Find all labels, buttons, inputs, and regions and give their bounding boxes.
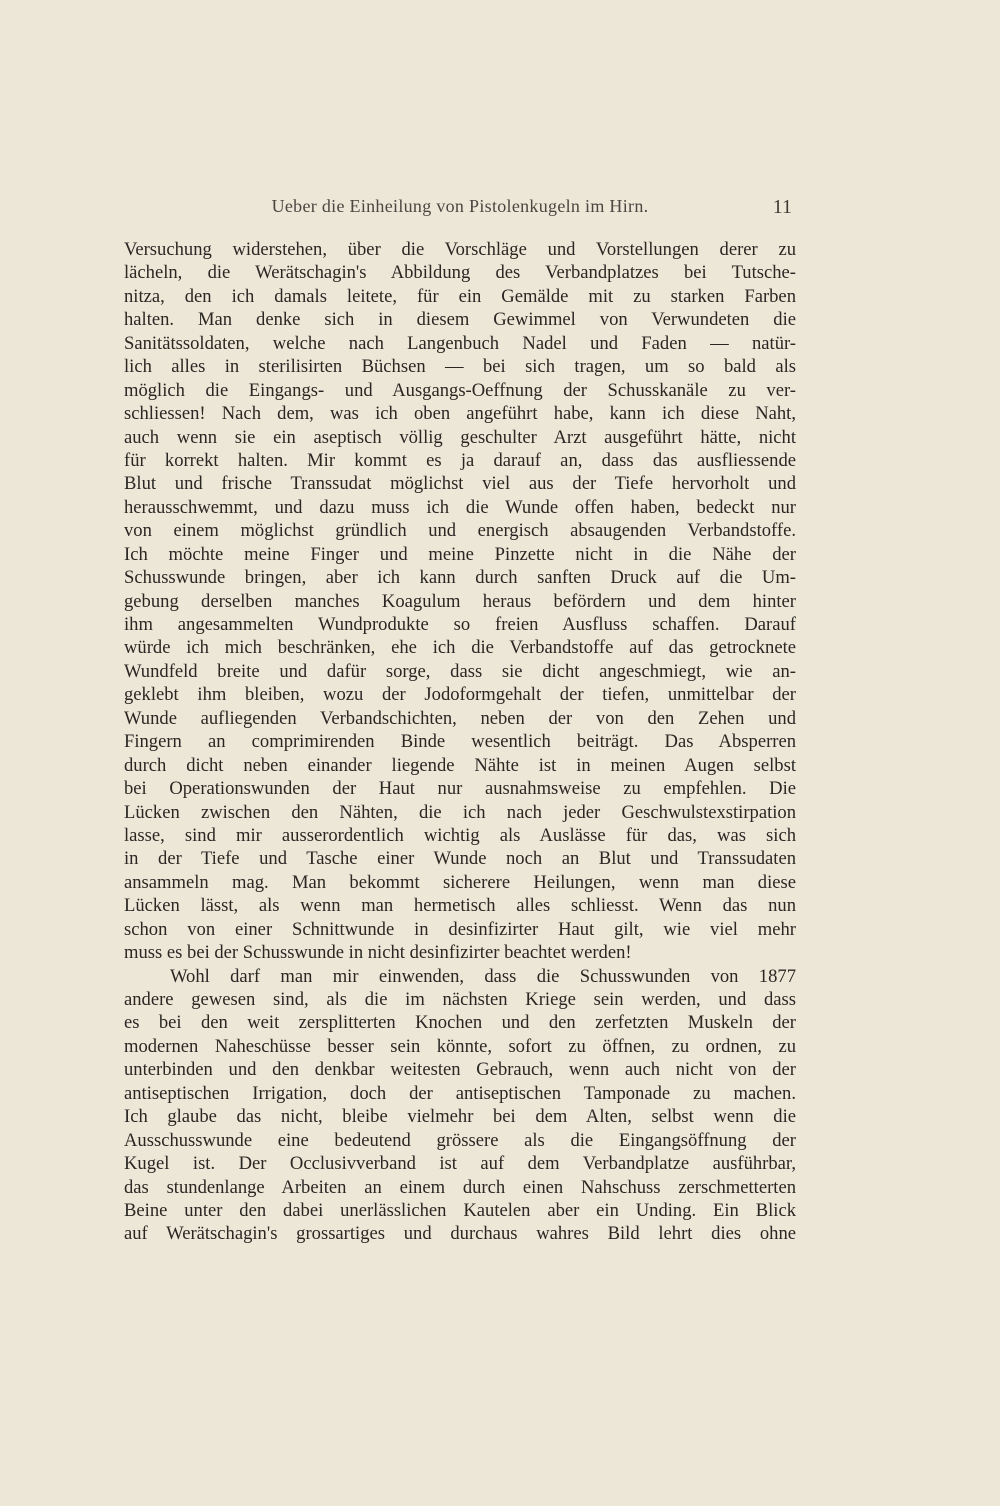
text-line: Sanitätssoldaten, welche nach Langenbuch Nadel und Faden — natür- bbox=[124, 332, 796, 354]
text-line: geklebt ihm bleiben, wozu der Jodoformgehalt der tiefen, unmittelbar der bbox=[124, 684, 796, 706]
text-line: Beine unter den dabei unerlässlichen Kautelen aber ein Unding. Ein Blick bbox=[124, 1199, 796, 1221]
text-line: Kugel ist. Der Occlusivverband ist auf dem Verbandplatze ausführbar, bbox=[124, 1153, 796, 1175]
text-line: schon von einer Schnittwunde in desinfizirter Haut gilt, wie viel mehr bbox=[124, 918, 796, 940]
text-line: muss es bei der Schusswunde in nicht desinfizirter beachtet werden! bbox=[124, 942, 632, 964]
body-text bbox=[124, 238, 796, 1246]
text-line: lächeln, die Werätschagin's Abbildung des Verbandplatzes bei Tutsche- bbox=[124, 262, 796, 284]
text-line: von einem möglichst gründlich und energisch absaugenden Verbandstoffe. bbox=[124, 520, 796, 542]
text-line: Ich möchte meine Finger und meine Pinzette nicht in die Nähe der bbox=[124, 543, 796, 565]
text-line: modernen Naheschüsse besser sein könnte, sofort zu öffnen, zu ordnen, zu bbox=[124, 1035, 796, 1057]
text-line: möglich die Eingangs- und Ausgangs-Oeffnung der Schusskanäle zu ver- bbox=[124, 379, 796, 401]
text-line: Lücken lässt, als wenn man hermetisch alles schliesst. Wenn das nun bbox=[124, 895, 796, 917]
text-line: andere gewesen sind, als die im nächsten Kriege sein werden, und dass bbox=[124, 989, 796, 1010]
text-line: durch dicht neben einander liegende Nähte ist in meinen Augen selbst bbox=[124, 754, 796, 776]
text-line: in der Tiefe und Tasche einer Wunde noch an Blut und Transsudaten bbox=[124, 848, 796, 870]
text-line: Ausschusswunde eine bedeutend grössere als die Eingangsöffnung der bbox=[124, 1129, 796, 1151]
running-header bbox=[124, 196, 796, 224]
text-line: lasse, sind mir ausserordentlich wichtig als Auslässe für das, was sich bbox=[124, 824, 796, 846]
text-line: nitza, den ich damals leitete, für ein Gemälde mit zu starken Farben bbox=[124, 285, 796, 307]
text-line: bei Operationswunden der Haut nur ausnahmsweise zu empfehlen. Die bbox=[124, 778, 796, 800]
text-line: schliessen! Nach dem, was ich oben angeführt habe, kann ich diese Naht, bbox=[124, 403, 796, 425]
text-line: Wohl darf man mir einwenden, dass die Schusswunden von 1877 bbox=[170, 965, 796, 987]
text-line: Schusswunde bringen, aber ich kann durch sanften Druck auf die Um- bbox=[124, 567, 796, 589]
text-line: ansammeln mag. Man bekommt sicherere Heilungen, wenn man diese bbox=[124, 871, 796, 893]
text-line: es bei den weit zersplitterten Knochen und den zerfetzten Muskeln der bbox=[124, 1012, 796, 1034]
text-line: gebung derselben manches Koagulum heraus befördern und dem hinter bbox=[124, 590, 796, 612]
text-line: Wundfeld breite und dafür sorge, dass sie dicht angeschmiegt, wie an- bbox=[124, 660, 796, 682]
page-number: 11 bbox=[772, 196, 792, 218]
header-title: Ueber die Einheilung von Pistolenkugeln im Hirn. bbox=[271, 196, 649, 216]
text-line: Fingern an comprimirenden Binde wesentlich beiträgt. Das Absperren bbox=[124, 731, 796, 753]
text-line: ihm angesammelten Wundprodukte so freien Ausfluss schaffen. Darauf bbox=[124, 614, 796, 635]
text-line: herausschwemmt, und dazu muss ich die Wunde offen haben, bedeckt nur bbox=[124, 496, 796, 518]
text-line: antiseptischen Irrigation, doch der antiseptischen Tamponade zu machen. bbox=[124, 1082, 796, 1104]
text-line: für korrekt halten. Mir kommt es ja darauf an, dass das ausfliessende bbox=[124, 449, 796, 471]
text-line: das stundenlange Arbeiten an einem durch einen Nahschuss zerschmetterten bbox=[124, 1176, 796, 1198]
text-line: lich alles in sterilisirten Büchsen — bei sich tragen, um so bald als bbox=[124, 356, 796, 378]
text-line: Ich glaube das nicht, bleibe vielmehr bei dem Alten, selbst wenn die bbox=[124, 1106, 796, 1128]
text-line: Wunde aufliegenden Verbandschichten, neben der von den Zehen und bbox=[124, 707, 796, 729]
text-line: auch wenn sie ein aseptisch völlig geschulter Arzt ausgeführt hätte, nicht bbox=[124, 426, 796, 448]
text-line: Lücken zwischen den Nähten, die ich nach jeder Geschwulstexstirpation bbox=[124, 801, 796, 823]
text-line: Versuchung widerstehen, über die Vorschläge und Vorstellungen derer zu bbox=[124, 239, 796, 260]
text-line: halten. Man denke sich in diesem Gewimmel von Verwundeten die bbox=[124, 309, 796, 331]
text-line: Blut und frische Transsudat möglichst viel aus der Tiefe hervorholt und bbox=[124, 473, 796, 495]
text-line: auf Werätschagin's grossartiges und durchaus wahres Bild lehrt dies ohne bbox=[124, 1223, 796, 1245]
text-line: würde ich mich beschränken, ehe ich die Verbandstoffe auf das getrocknete bbox=[124, 637, 796, 659]
text-line: unterbinden und den denkbar weitesten Gebrauch, wenn auch nicht von der bbox=[124, 1059, 796, 1081]
